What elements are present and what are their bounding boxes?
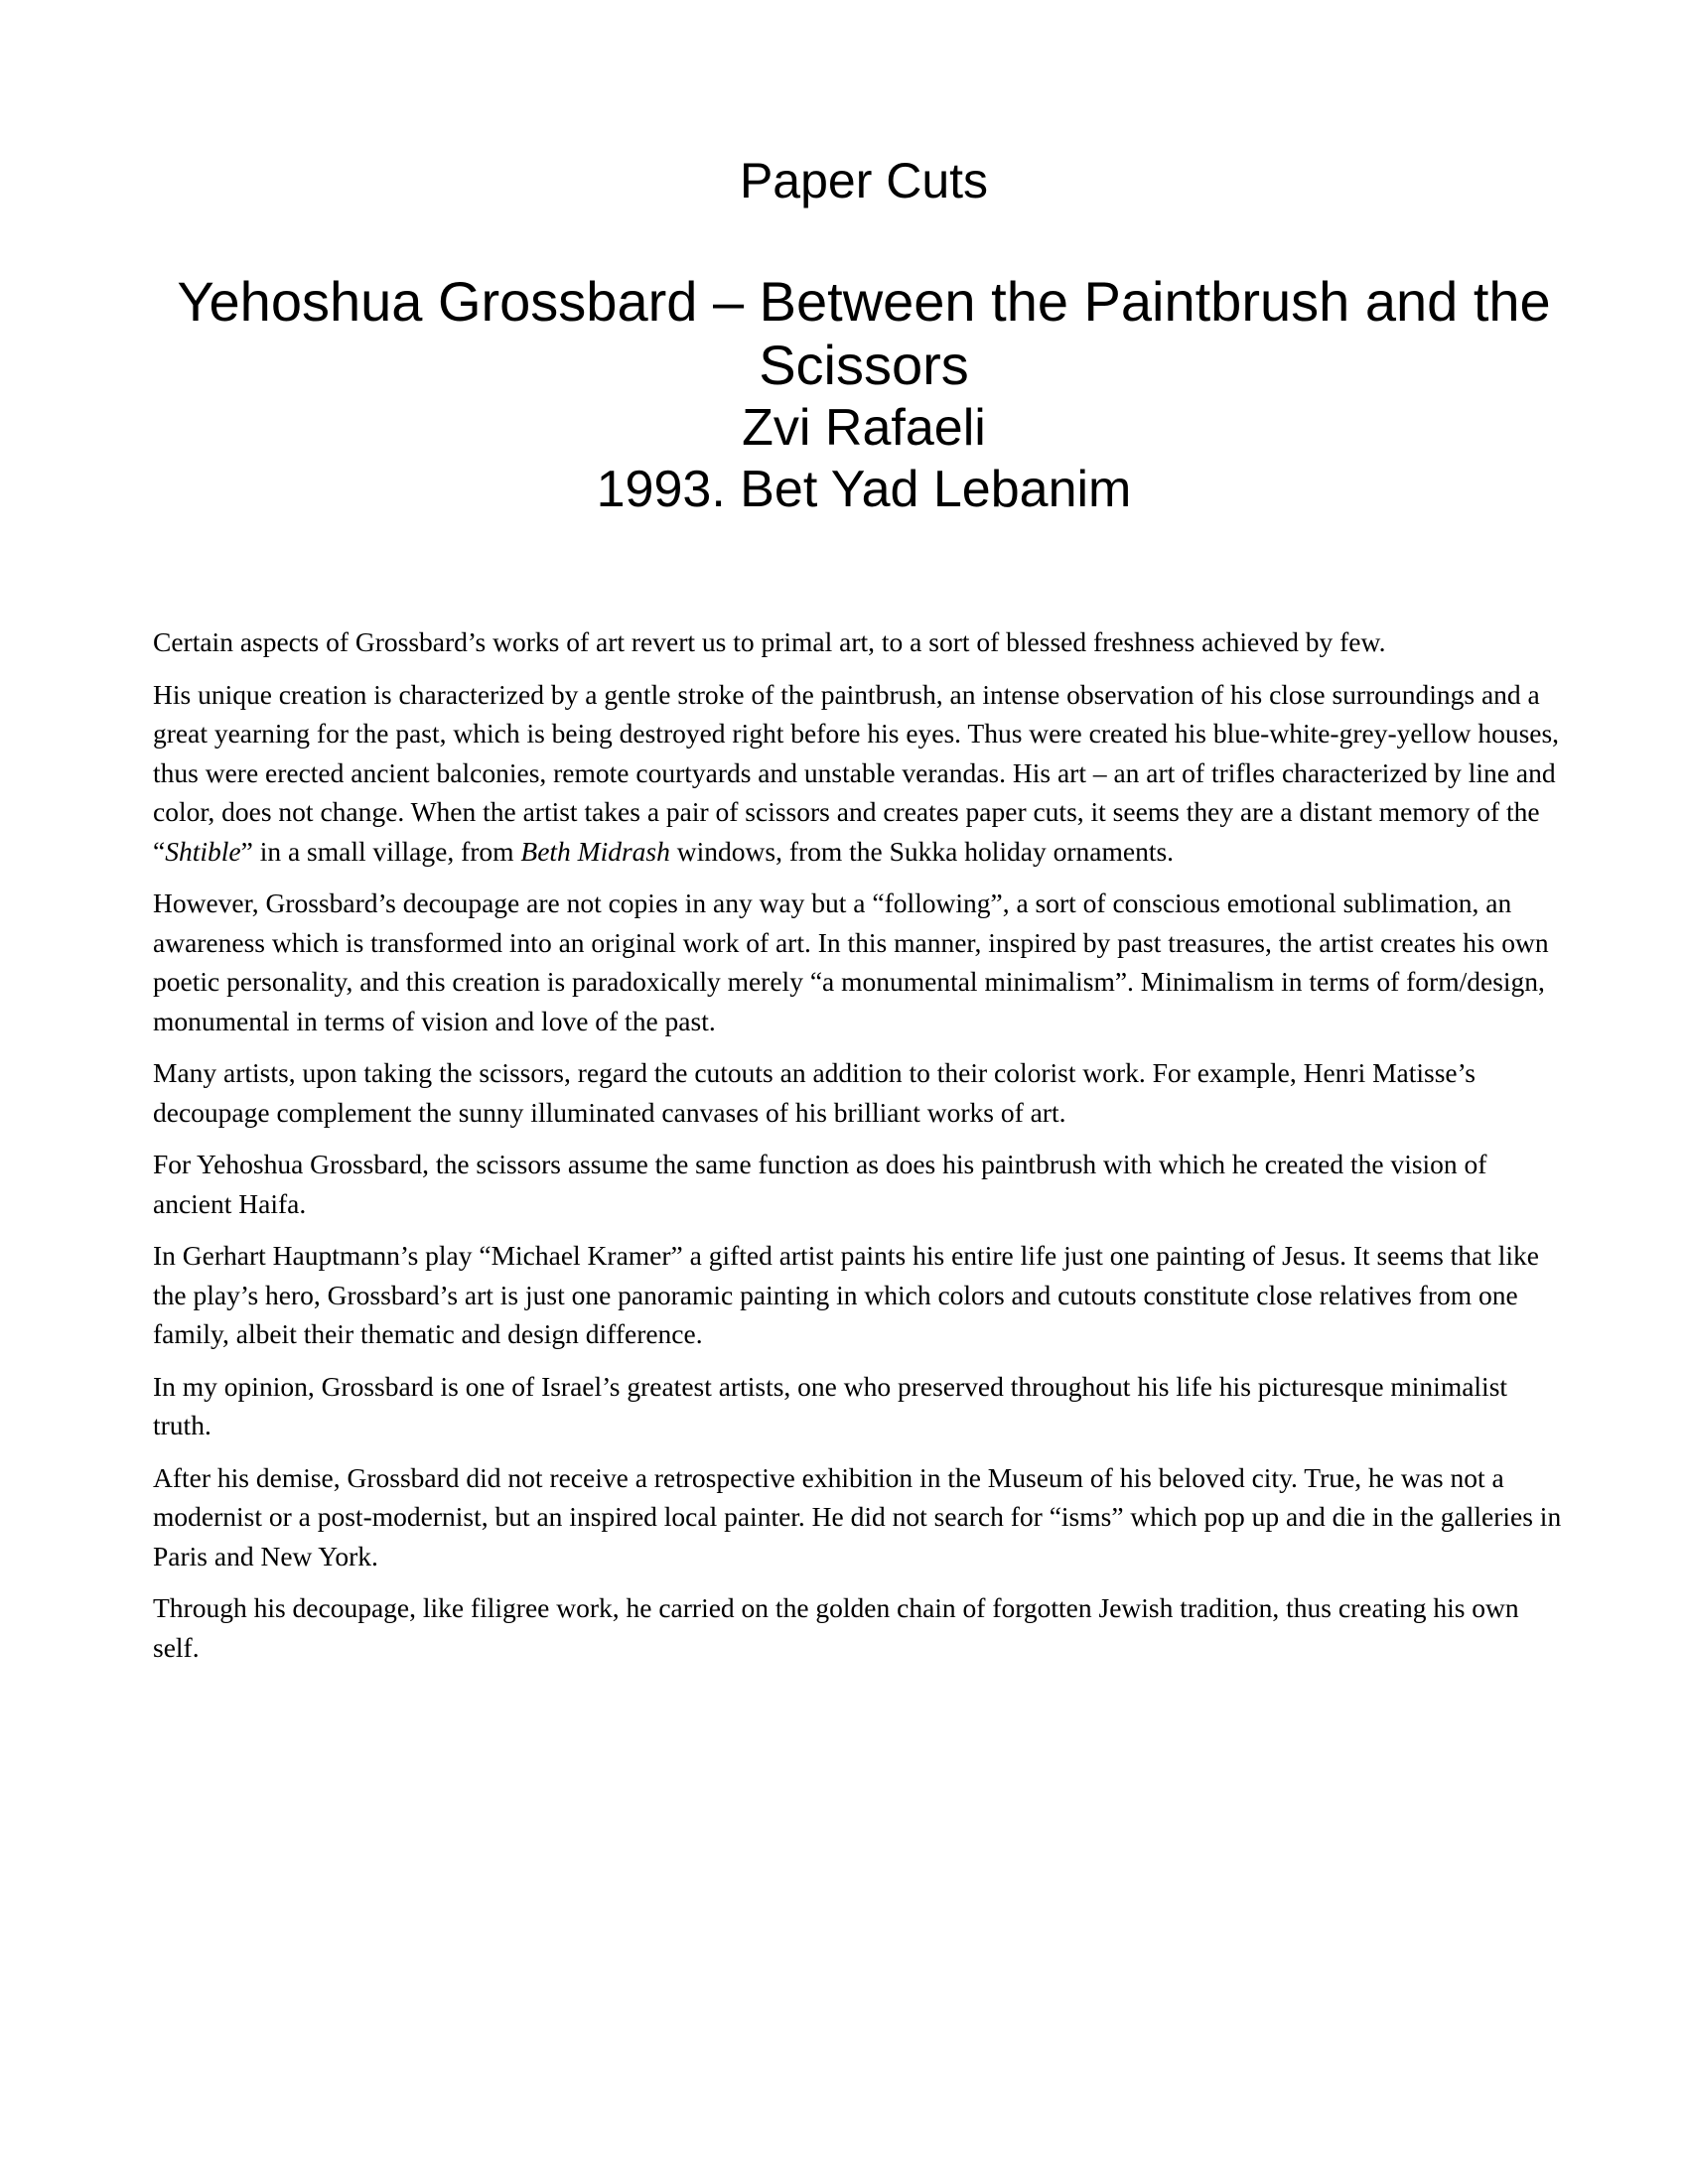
section-title: Paper Cuts: [739, 153, 989, 208]
article-title: Yehoshua Grossbard – Between the Paintbrush and the Scissors: [177, 270, 1551, 396]
paragraph-7: In my opinion, Grossbard is one of Israel’s greatest artists, one who preserved throughout his life his picturesque minimalist truth.: [153, 1370, 1508, 1440]
paragraph-2-text-c: windows, from the Sukka holiday ornaments.: [669, 835, 1175, 867]
paragraph-2-italic-beth-midrash: Beth Midrash: [520, 835, 670, 867]
paragraph-2-text-a: His unique creation is characterized by a gentle stroke of the paintbrush, an intense observation of his close surroundings and a great yearning for the past, which is being destroyed right before his eyes. Thus were created his blue-white-grey-yellow houses, thus were erected ancient balconies, remote courtyards and unstable verandas. His art – an art of trifles characterized by line and color, does not change. When the artist takes a pair of scissors and creates paper cuts, it seems they are a distant memory of the “: [153, 678, 1560, 867]
paragraph-6: In Gerhart Hauptmann’s play “Michael Kramer” a gifted artist paints his entire life just one painting of Jesus. It seems that like the play’s hero, Grossbard’s art is just one panoramic painting in which colors and cutouts constitute close relatives from one family, albeit their thematic and design difference.: [153, 1240, 1539, 1349]
document-header: [149, 149, 1579, 520]
paragraph-9: Through his decoupage, like filigree work, he carried on the golden chain of forgotten Jewish tradition, thus creating his own self.: [153, 1592, 1519, 1663]
article-body: [153, 622, 1563, 1680]
paragraph-2: [153, 675, 1563, 872]
article-author: Zvi Rafaeli: [742, 399, 986, 457]
paragraph-2-text-b: ” in a small village, from: [240, 835, 521, 867]
paragraph-2-italic-shtible: Shtible: [165, 835, 241, 867]
paragraph-8: After his demise, Grossbard did not receive a retrospective exhibition in the Museum of his beloved city. True, he was not a modernist or a post-modernist, but an inspired local painter. He did not search for “isms” which pop up and die in the galleries in Paris and New York.: [153, 1461, 1562, 1571]
paragraph-5: For Yehoshua Grossbard, the scissors assume the same function as does his paintbrush with which he created the vision of ancient Haifa.: [153, 1149, 1487, 1219]
paragraph-1: Certain aspects of Grossbard’s works of art revert us to primal art, to a sort of blessed freshness achieved by few.: [153, 626, 1386, 657]
publication-info: 1993. Bet Yad Lebanim: [596, 461, 1132, 518]
paragraph-4: Many artists, upon taking the scissors, regard the cutouts an addition to their colorist work. For example, Henri Matisse’s decoupage complement the sunny illuminated canvases of his brilliant works of art.: [153, 1057, 1476, 1128]
paragraph-3: However, Grossbard’s decoupage are not copies in any way but a “following”, a sort of conscious emotional sublimation, an awareness which is transformed into an original work of art. In this manner, inspired by past treasures, the artist creates his own poetic personality, and this creation is paradoxically merely “a monumental minimalism”. Minimalism in terms of form/design, monumental in terms of vision and love of the past.: [153, 887, 1549, 1036]
